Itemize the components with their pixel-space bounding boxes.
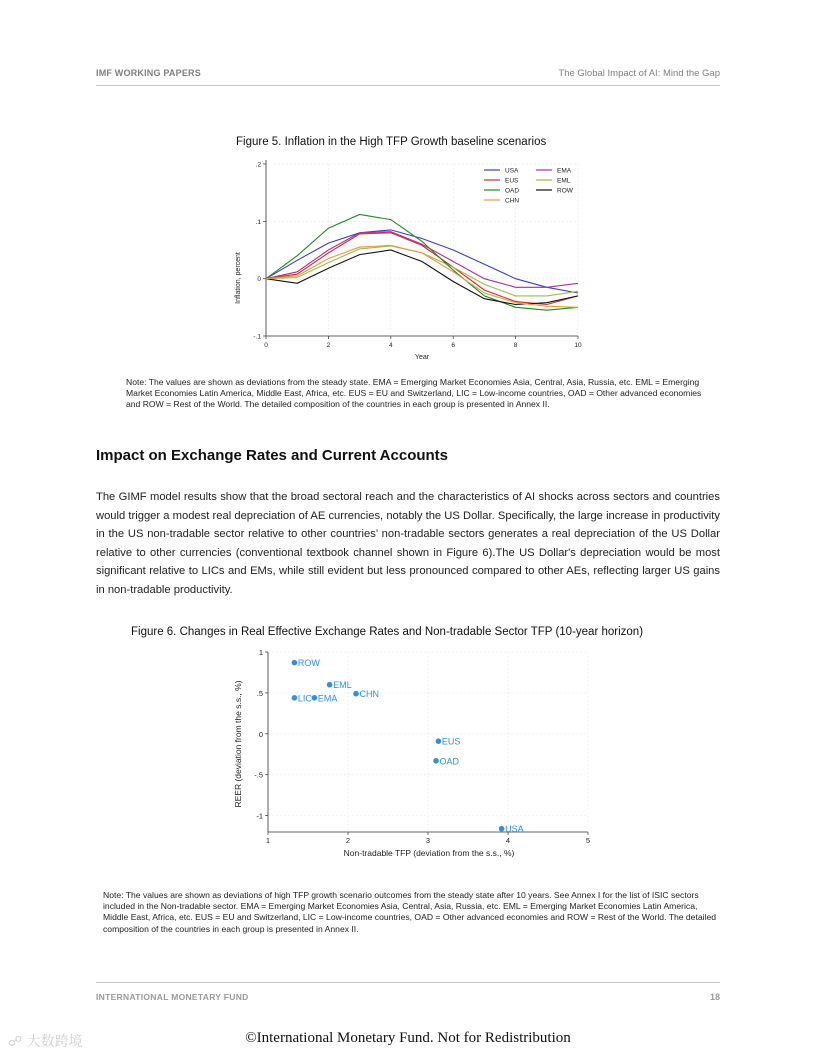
footer-org: INTERNATIONAL MONETARY FUND: [96, 992, 249, 1002]
figure6-point-lic: [292, 695, 298, 701]
figure5-y-tick-label: .1: [255, 218, 261, 226]
figure5-x-tick-label: 8: [513, 342, 518, 349]
figure6-y-tick-label: -.5: [254, 770, 263, 780]
figure5-legend-label-oad: OAD: [505, 187, 520, 195]
figure6-point-label-ema: EMA: [317, 693, 338, 704]
figure6-point-row: [292, 660, 298, 666]
figure6-point-label-oad: OAD: [439, 756, 460, 767]
figure6-title: Figure 6. Changes in Real Effective Exchange Rates and Non-tradable Sector TFP (10-year horizon): [131, 626, 644, 638]
figure6-point-usa: [499, 826, 505, 832]
figure6-x-axis-label: Non-tradable TFP (deviation from the s.s., %): [343, 848, 515, 858]
figure6-point-label-eus: EUS: [441, 736, 461, 747]
watermark-logo: [8, 1031, 83, 1051]
watermark-text: 大数跨境: [26, 1034, 83, 1050]
figure5-legend-label-row: ROW: [557, 187, 573, 195]
figure6-x-tick-label: 5: [585, 836, 591, 845]
running-header-left: IMF WORKING PAPERS: [96, 68, 201, 78]
figure5-x-axis-label: Year: [414, 354, 430, 361]
figure6-point-label-row: ROW: [297, 658, 320, 669]
figure5-note: Note: The values are shown as deviations from the steady state. EMA = Emerging Market Economies Asia, Central, Asia, Russia, etc. EML = Emerging Market Economies Latin America, Middle East, Africa, etc. EUS = EU and Switzerland, LIC = Low-income countries, OAD = Other advanced economies and ROW = Rest of the World. The detailed composition of the countries in each group is presented in Annex II.: [126, 377, 702, 410]
figure5-x-tick-label: 10: [574, 342, 582, 349]
watermark-icon: ☍: [8, 1034, 23, 1050]
copyright-notice: ©International Monetary Fund. Not for Redistribution: [245, 1030, 571, 1046]
figure6-point-ema: [312, 695, 318, 701]
figure6-x-tick-label: 2: [345, 836, 351, 845]
figure5-legend-label-ema: EMA: [557, 167, 572, 175]
figure5-y-axis-label: Inflation, percent: [235, 252, 242, 304]
running-header-right: The Global Impact of AI: Mind the Gap: [558, 68, 720, 79]
figure5-y-tick-label: 0: [257, 276, 261, 284]
figure5-x-tick-label: 0: [264, 342, 268, 349]
figure5-chart: [228, 150, 608, 382]
figure5-legend-label-eml: EML: [557, 177, 571, 185]
figure6-note: Note: The values are shown as deviations of high TFP growth scenario outcomes from the steady state after 10 years. See Annex I for the list of ISIC sectors included in the Non-tradable sector. EMA = Emerging Market Economies Asia, Central, Asia, Russia, etc. EML = Emerging Market Economies Latin America, Middle East, Africa, etc. EUS = EU and Switzerland, LIC = Low-income countries, OAD = Other advanced economies and ROW = Rest of the World. The detailed composition of the countries in each group is presented in Annex II.: [103, 890, 716, 934]
page-number: 18: [709, 992, 720, 1002]
figure6-point-eml: [327, 682, 333, 688]
figure6-x-tick-label: 1: [265, 836, 271, 845]
figure6-y-tick-label: 0: [258, 729, 263, 739]
figure5-title: Figure 5. Inflation in the High TFP Growth baseline scenarios: [236, 136, 547, 148]
figure6-point-label-eml: EML: [333, 680, 352, 691]
figure6-x-tick-label: 4: [505, 836, 511, 845]
figure5-x-tick-label: 2: [326, 342, 331, 349]
figure5-x-tick-label: 4: [388, 342, 393, 349]
figure6-point-eus: [436, 738, 442, 744]
figure6-point-label-chn: CHN: [359, 689, 379, 700]
figure6-point-chn: [353, 691, 359, 697]
section-paragraph: The GIMF model results show that the broad sectoral reach and the characteristics of AI shocks across sectors and countries would trigger a modest real depreciation of AE currencies, notably the US Dollar. Specifically, the large increase in productivity in the US non-tradable sector relative to other countries’ non-tradable sectors generates a real depreciation of the US Dollar relative to other currencies (conventional textbook channel shown in Figure 6).The US Dollar's depreciation would be most significant relative to LICs and EMs, while still evident but less pronounced compared to other AEs, reflecting larger US gains in non-tradable productivity.: [96, 491, 720, 596]
figure6-y-tick-label: 1: [258, 648, 263, 657]
footer-rule: [96, 982, 720, 983]
section-title: Impact on Exchange Rates and Current Accounts: [96, 447, 449, 464]
figure5-legend-label-usa: USA: [505, 167, 519, 175]
figure5-legend-label-eus: EUS: [505, 177, 519, 185]
figure6-y-tick-label: .5: [256, 688, 263, 698]
figure5-y-tick-label: -.1: [253, 333, 261, 341]
figure6-point-label-lic: LIC: [297, 693, 312, 704]
figure5-legend-label-chn: CHN: [505, 197, 520, 205]
figure6-chart: [228, 644, 608, 864]
figure6-point-oad: [433, 758, 439, 764]
figure6-y-axis-label: REER (deviation from the s.s., %): [233, 680, 243, 808]
figure6-point-label-usa: USA: [505, 824, 524, 835]
header-rule: [96, 85, 720, 86]
figure6-y-tick-label: -1: [256, 811, 263, 821]
figure6-x-tick-label: 3: [425, 836, 431, 845]
figure5-x-tick-label: 6: [451, 342, 456, 349]
figure5-y-tick-label: .2: [255, 161, 261, 169]
